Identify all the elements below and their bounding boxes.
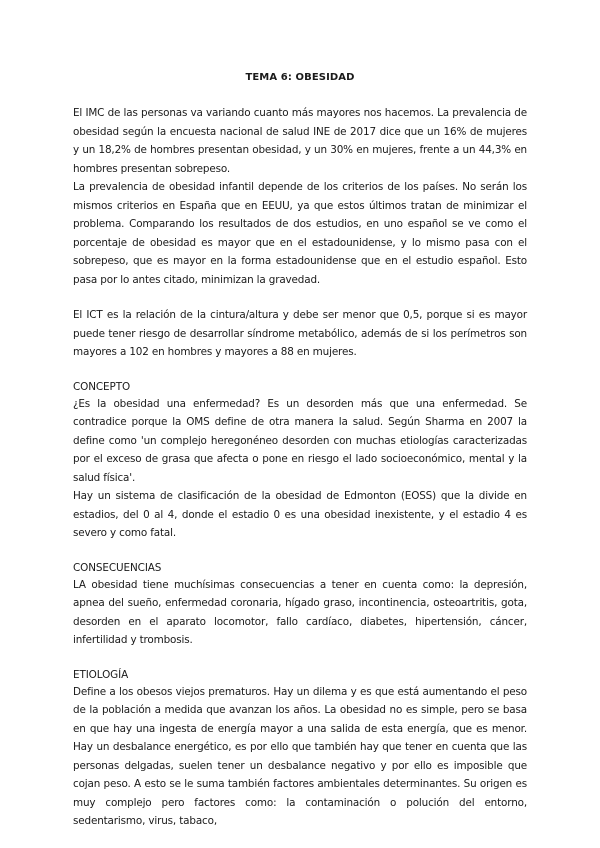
consecuencias-paragraph: LA obesidad tiene muchísimas consecuencias a tener en cuenta como: la depresión, apnea del sueño, enfermedad coronaria, hígado graso, incontinencia, osteoartritis, gota, desorden en el aparato locomotor, fallo cardíaco, diabetes, hipertensión, cáncer, infertilidad y trombosis.	[73, 578, 527, 646]
page-title: TEMA 6: OBESIDAD	[245, 72, 355, 83]
section-heading-concepto: CONCEPTO	[73, 380, 131, 393]
etiologia-paragraph: Define a los obesos viejos prematuros. Hay un dilema y es que está aumentando el peso de la población a medida que avanzan los años. La obesidad no es simple, pero se basa en que hay una ingesta de energía mayor a una salida de esta energía, que es menor. Hay un desbalance energético, es por ello que también hay que tener en cuenta que las personas delgadas, suelen tener un desbalance negativo y por ello es imposible que cojan peso. A esto se le suma también factores ambientales determinantes. Su origen es muy complejo pero factores como: la contaminación o polución del entorno, sedentarismo, virus, tabaco,	[73, 685, 527, 827]
concepto-paragraph-eoss: Hay un sistema de clasificación de la obesidad de Edmonton (EOSS) que la divide en estadios, del 0 al 4, donde el estadio 0 es una obesidad inexistente, y el estadio 4 es severo y como fatal.	[73, 490, 527, 539]
section-heading-etiologia: ETIOLOGÍA	[73, 668, 129, 681]
intro-paragraph-infantil: La prevalencia de obesidad infantil depende de los criterios de los países. No serán los mismos criterios en España que en EEUU, ya que estos últimos tratan de minimizar el problema. Comparando los resultados de dos estudios, en uno español se ve como el porcentaje de obesidad es mayor que en el estadounidense, y lo mismo pasa con el sobrepeso, que es mayor en la forma estadounidense que en el estudio español. Esto pasa por lo antes citado, minimizan la gravedad.	[73, 181, 527, 286]
intro-paragraph-imc: El IMC de las personas va variando cuanto más mayores nos hacemos. La prevalencia de obesidad según la encuesta nacional de salud INE de 2017 dice que un 16% de mujeres y un 18,2% de hombres presentan obesidad, y un 30% en mujeres, frente a un 44,3% en hombres presentan sobrepeso.	[73, 107, 527, 175]
document-page	[73, 70, 527, 831]
intro-paragraph-ict: El ICT es la relación de la cintura/altura y debe ser menor que 0,5, porque si es mayor puede tener riesgo de desarrollar síndrome metabólico, además de si los perímetros son mayores a 102 en hombres y mayores a 88 en mujeres.	[73, 309, 527, 358]
section-heading-consecuencias: CONSECUENCIAS	[73, 561, 162, 574]
spacer	[73, 650, 527, 667]
spacer	[73, 543, 527, 560]
spacer	[73, 362, 527, 379]
spacer	[73, 289, 527, 306]
concepto-paragraph-definicion: ¿Es la obesidad una enfermedad? Es un desorden más que una enfermedad. Se contradice porque la OMS define de otra manera la salud. Según Sharma en 2007 la define como 'un complejo heregonéneo desorden con muchas etiologías caracterizadas por el exceso de grasa que afecta o pone en riesgo el lado socioeconómico, mental y la salud física'.	[73, 397, 527, 484]
